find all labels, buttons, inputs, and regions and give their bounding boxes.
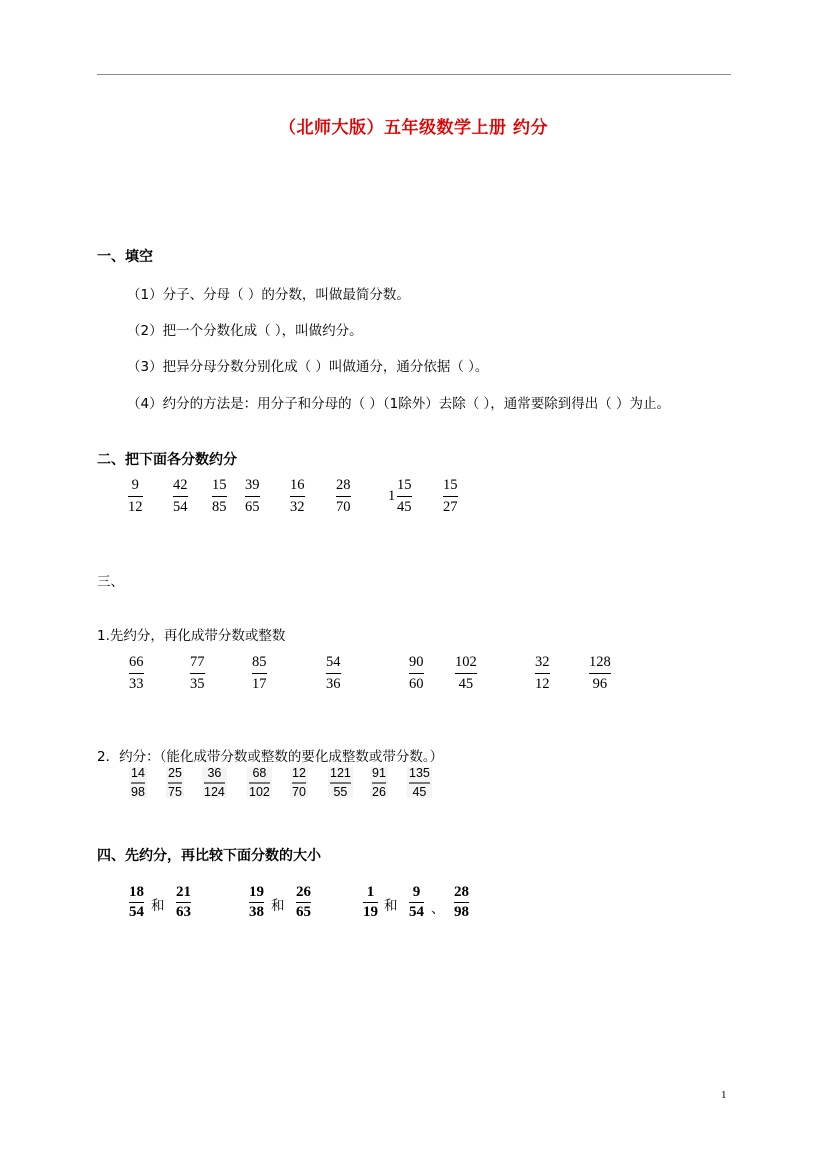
fraction: 14 98 — [131, 766, 145, 799]
fraction: 102 45 — [455, 654, 477, 692]
fraction: 90 60 — [409, 654, 424, 692]
fraction: 135 45 — [409, 766, 430, 799]
fraction: 54 36 — [326, 654, 341, 692]
page-title: （北师大版）五年级数学上册 约分 — [279, 118, 548, 138]
fraction: 1 19 — [363, 884, 378, 920]
fraction: 26 65 — [296, 884, 311, 920]
fill-blank-item-1: （1）分子、分母（ ）的分数，叫做最简分数。 — [127, 287, 410, 303]
fill-blank-item-4: （4）约分的方法是：用分子和分母的（ ）（1除外）去除（ ），通常要除到得出（ ）为止。 — [127, 396, 671, 412]
section4-heading: 四、先约分，再比较下面分数的大小 — [97, 848, 321, 864]
fraction: 66 33 — [129, 654, 144, 692]
fraction: 21 63 — [176, 884, 191, 920]
fraction: 15 27 — [443, 477, 458, 515]
fraction: 128 96 — [589, 654, 611, 692]
fraction: 9 54 — [409, 884, 424, 920]
fraction: 15 45 — [397, 477, 412, 515]
connector-comma: 、 — [431, 901, 445, 917]
fraction: 77 35 — [190, 654, 205, 692]
section3-part2-label: 2．约分：（能化成带分数或整数的要化成整数或带分数。） — [97, 749, 444, 765]
fraction: 28 98 — [454, 884, 469, 920]
fraction: 39 65 — [245, 477, 260, 515]
fraction: 18 54 — [129, 884, 144, 920]
section1-heading: 一、填空 — [97, 249, 153, 265]
fraction: 32 12 — [535, 654, 550, 692]
section3-heading: 三、 — [97, 574, 124, 590]
section3-part1-label: 1.先约分，再化成带分数或整数 — [97, 628, 286, 644]
fraction: 9 12 — [128, 477, 143, 515]
fraction: 16 32 — [290, 477, 305, 515]
fraction: 42 54 — [173, 477, 188, 515]
connector-and: 和 — [271, 898, 285, 914]
fraction: 28 70 — [336, 477, 351, 515]
fraction: 36 124 — [204, 766, 225, 799]
fraction: 25 75 — [168, 766, 182, 799]
section2-heading: 二、把下面各分数约分 — [97, 452, 237, 468]
fill-blank-item-3: （3）把异分母分数分别化成（ ）叫做通分，通分依据（ ）。 — [127, 359, 489, 375]
fraction: 19 38 — [249, 884, 264, 920]
connector-and: 和 — [384, 898, 398, 914]
fraction: 85 17 — [252, 654, 267, 692]
fill-blank-item-2: （2）把一个分数化成（ ），叫做约分。 — [127, 323, 363, 339]
fraction: 68 102 — [249, 766, 270, 799]
fraction: 12 70 — [292, 766, 306, 799]
mixed-number-whole: 1 — [388, 488, 396, 504]
header-rule — [97, 74, 731, 75]
fraction: 15 85 — [212, 477, 227, 515]
fraction: 121 55 — [330, 766, 351, 799]
connector-and: 和 — [151, 898, 165, 914]
fraction: 91 26 — [372, 766, 386, 799]
page-number: 1 — [721, 1089, 727, 1101]
